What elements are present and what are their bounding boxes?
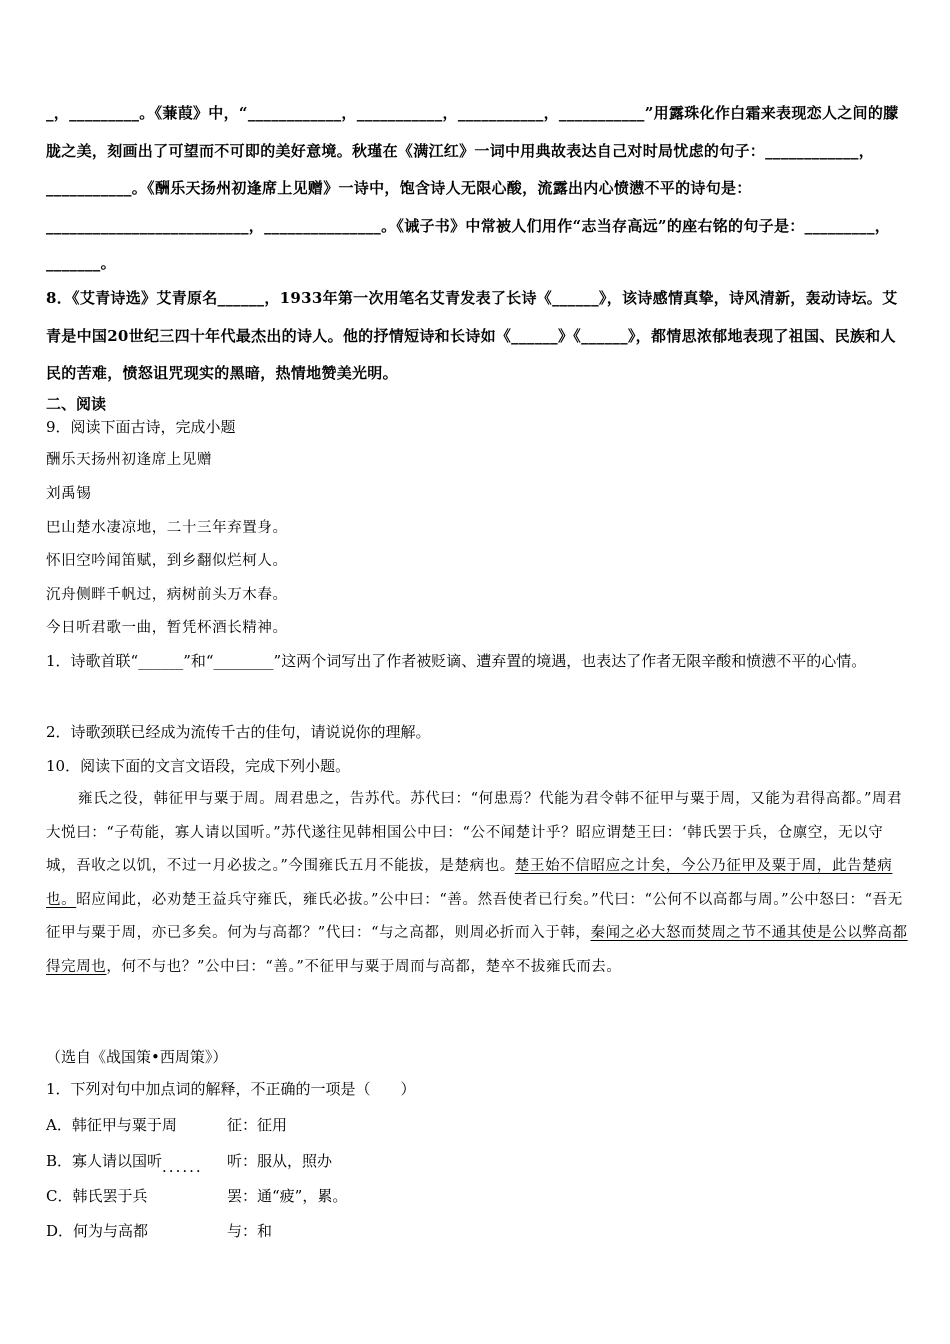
- question-9-sub-1: 1．诗歌首联“______”和“________”这两个词写出了作者被贬谪、遭弃置的境遇，也表达了作者无限辛酸和愤懑不平的心情。: [46, 652, 867, 670]
- q7-continued-paragraph: _，_________。《蒹葭》中，“____________，___________，___________，___________”用露珠化作白霜来表现恋人之间的朦胧之美，刻画出了可望而不可即的美好意境。秋瑾在《满江红》一词中用典故表达自己对时局忧虑的句子：____________，___________。《酬乐天扬州初逢席上见赠》一诗中，饱含诗人无限心酸，流露出内心愤懑不平的诗句是：__________________________，_______________。《诫子书》中常被人们用作“志当存高远”的座右铭的句子是：_________，_______。: [46, 104, 899, 272]
- option-a[interactable]: [46, 1112, 288, 1138]
- section-heading-reading: 二、阅读: [46, 395, 107, 413]
- question-8: 8．《艾青诗选》艾青原名______，1933年第一次用笔名艾青发表了长诗《______》，该诗感情真挚，诗风清新，轰动诗坛。艾青是中国20世纪三四十年代最杰出的诗人。他的抒情短诗和长诗如《______》《______》，都情思浓郁地表现了祖国、民族和人民的苦难，愤怒诅咒现实的黑暗，热情地赞美光明。: [46, 289, 898, 382]
- option-d-gloss: 与：和: [227, 1222, 273, 1240]
- option-b-text: B．寡人请以国听: [46, 1152, 163, 1170]
- option-a-gloss: 征：征用: [227, 1116, 288, 1134]
- option-c[interactable]: [46, 1183, 348, 1209]
- passage-text: 雍氏之役，韩征甲与粟于周。周君患之，告苏代。苏代曰：“何患焉？代能为君令韩不征甲与粟于周，又能为君得高都。”周君大悦曰：“子苟能，寡人请以国听。”苏代遂往见韩相国公中曰：“公不闻楚计乎？昭应谓楚王曰：‘韩氏罢于兵，仓廪空，无以守城，吾收之以饥，不过一月必拔之。”今围雍氏五月不能拔，是楚病也。: [46, 791, 903, 874]
- option-c-text: C．韩氏罢于兵: [46, 1187, 148, 1205]
- option-d-text: D．何为与高都: [46, 1222, 149, 1240]
- classical-chinese-passage: [46, 783, 908, 984]
- poem-line: 巴山楚水凄凉地，二十三年弃置身。: [46, 520, 288, 536]
- option-a-text: A．韩征甲与粟于周: [46, 1116, 177, 1134]
- poem-line: 怀旧空吟闻笛赋，到乡翻似烂柯人。: [46, 553, 288, 569]
- question-9-intro: 9．阅读下面古诗，完成小题: [46, 418, 236, 436]
- poem-title: 酬乐天扬州初逢席上见赠: [46, 452, 213, 468]
- option-b-gloss: 听：服从，照办: [227, 1152, 333, 1170]
- option-b[interactable]: [46, 1148, 333, 1176]
- option-d[interactable]: [46, 1218, 273, 1244]
- question-10-sub-1: 1．下列对句中加点词的解释，不正确的一项是（ ）: [46, 1080, 416, 1098]
- question-10-intro: 10．阅读下面的文言文语段，完成下列小题。: [46, 757, 351, 775]
- emphasis-dots: ......: [162, 1158, 203, 1176]
- poem-author: 刘禹锡: [46, 486, 92, 502]
- poem-line: 今日听君歌一曲，暂凭杯酒长精神。: [46, 620, 288, 636]
- passage-source: （选自《战国策•西周策》）: [46, 1048, 228, 1066]
- passage-text: 昭应闻此，必劝楚王益兵守雍氏，雍氏必拔。”公中曰：“善。然吾使者已行矣。”代曰：“公何不以高都与周。”公中怒曰：“吾无征甲与粟于周，亦已多矣。何为与高都？”代曰：“与之高都，则周必折而入于韩，: [46, 891, 903, 941]
- underlined-sentence: 秦闻之必大怒而焚周之节不通其使是公以弊高都得完周也: [46, 925, 908, 975]
- underlined-sentence: 楚王始不信昭应之计矣，今公乃征甲及粟于周，此告楚病也。: [46, 858, 893, 908]
- option-c-gloss: 罢：通“疲”，累。: [227, 1187, 348, 1205]
- passage-text: ，何不与也？”公中曰：“善。”不征甲与粟于周而与高都，楚卒不拔雍氏而去。: [106, 958, 622, 975]
- poem-line: 沉舟侧畔千帆过，病树前头万木春。: [46, 587, 288, 603]
- question-9-sub-2: 2．诗歌颈联已经成为流传千古的佳句，请说说你的理解。: [46, 723, 431, 741]
